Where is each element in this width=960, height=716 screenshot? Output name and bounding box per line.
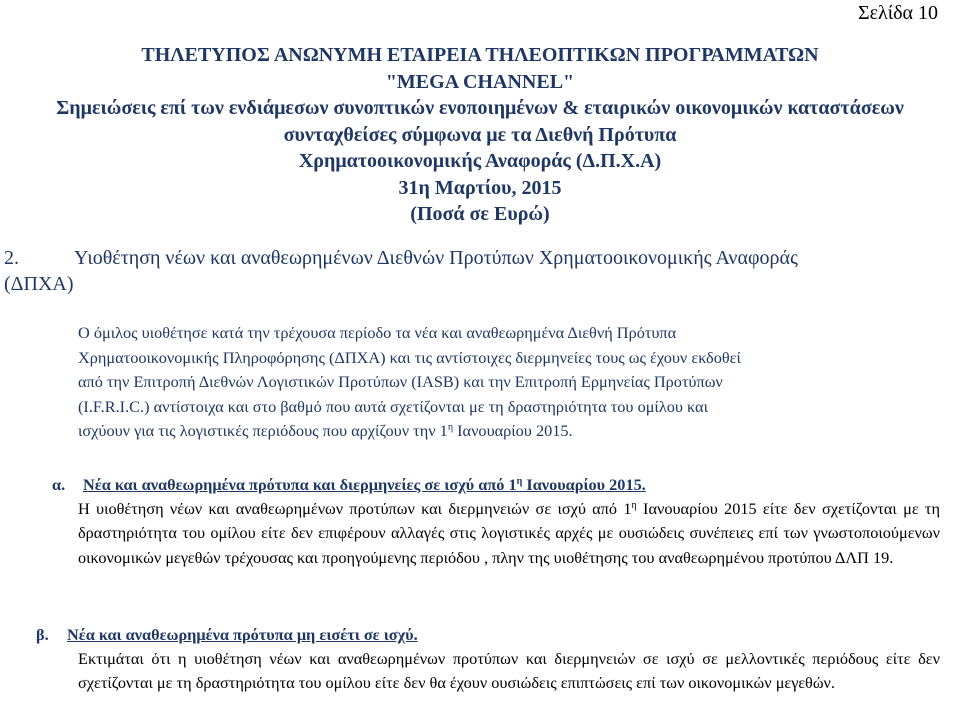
ordinal-superscript: η [516, 476, 523, 487]
subsection-b-title: Νέα και αναθεωρημένα πρότυπα μη εισέτι σε ισχύ. [67, 625, 418, 644]
intro-line: (I.F.R.I.C.) αντίστοιχα και στο βαθμό που αυτά σχετίζονται με τη δραστηριότητα του ομίλου και [78, 396, 708, 416]
subsection-a-letter: α. [52, 475, 66, 494]
report-date: 31η Μαρτίου, 2015 [398, 176, 562, 199]
subsection-a-heading [52, 474, 646, 496]
document-header [0, 42, 960, 228]
title-text: Ιανουαρίου 2015. [522, 475, 646, 494]
notes-title-cont: συνταχθείσες σύμφωνα με τα Διεθνή Πρότυπα [283, 123, 677, 146]
subsection-b-body: Εκτιμάται ότι η υιοθέτηση νέων και αναθεωρημένων προτύπων και διερμηνειών σε ισχύ σε μελλοντικές περιόδους είτε δεν σχετίζονται με τη δραστηριότητα του ομίλου είτε δεν θα έχουν ουσιώδεις επιπτώσεις επί των οικονομικών μεγεθών. [78, 649, 940, 693]
subsection-a-title [83, 475, 646, 494]
subsection-b-heading [36, 624, 418, 646]
section-title-cont: (ΔΠΧΑ) [4, 273, 74, 295]
intro-line: από την Επιτροπή Διεθνών Λογιστικών Προτύπων (IASB) και την Επιτροπή Ερμηνείας Προτύπων [78, 372, 723, 392]
intro-text: Ιανουαρίου 2015. [453, 421, 573, 441]
body-text: Ιανουαρίου 2015 είτε δεν σχετίζονται με τη δραστηριότητα του ομίλου είτε δεν επιφέρουν αλλαγές στις λογιστικές αρχές με ουσιώδεις συνέπειες επί των γνωστοποιούμενων οικονομικών μεγεθών τρέχουσας και προηγούμενης περιόδου , πλην της υιοθέτησης του αναθεωρημένου προτύπου ΔΛΠ 19. [78, 499, 940, 567]
ordinal-superscript: η [447, 422, 454, 434]
subsection-b-letter: β. [36, 625, 49, 644]
section-heading [4, 245, 934, 297]
intro-line: Χρηματοοικονομικής Πληροφόρησης (ΔΠΧΑ) και τις αντίστοιχες διερμηνείες τους ως έχουν εκδοθεί [78, 347, 741, 367]
currency-note: (Ποσά σε Ευρώ) [410, 203, 550, 225]
subsection-a-body [78, 497, 940, 570]
company-name: ΤΗΛΕΤΥΠΟΣ ΑΝΩΝΥΜΗ ΕΤΑΙΡΕΙΑ ΤΗΛΕΟΠΤΙΚΩΝ ΠΡΟΓΡΑΜΜΑΤΩΝ [141, 44, 819, 66]
body-text: Η υιοθέτηση νέων και αναθεωρημένων προτύπων και διερμηνειών σε ισχύ από 1 [78, 499, 632, 518]
intro-paragraph [78, 321, 918, 444]
section-title: Υιοθέτηση νέων και αναθεωρημένων Διεθνών Προτύπων Χρηματοοικονομικής Αναφοράς [74, 247, 798, 269]
ordinal-superscript: η [631, 500, 637, 511]
standards-name: Χρηματοοικονομικής Αναφοράς (Δ.Π.Χ.Α) [298, 150, 662, 172]
title-text: Νέα και αναθεωρημένα πρότυπα και διερμηνείες σε ισχύ από 1 [83, 475, 517, 494]
notes-title: Σημειώσεις επί των ενδιάμεσων συνοπτικών ενοποιημένων & εταιρικών οικονομικών καταστάσεων [56, 97, 904, 119]
intro-line: Ο όμιλος υιοθέτησε κατά την τρέχουσα περίοδο τα νέα και αναθεωρημένα Διεθνή Πρότυπα [78, 323, 677, 342]
company-brand: "MEGA CHANNEL" [385, 70, 575, 93]
intro-line [78, 419, 918, 444]
page-number: Σελίδα 10 [857, 2, 938, 24]
intro-text: ισχύουν για τις λογιστικές περιόδους που αρχίζουν την 1 [78, 421, 448, 441]
section-number: 2. [4, 247, 19, 269]
